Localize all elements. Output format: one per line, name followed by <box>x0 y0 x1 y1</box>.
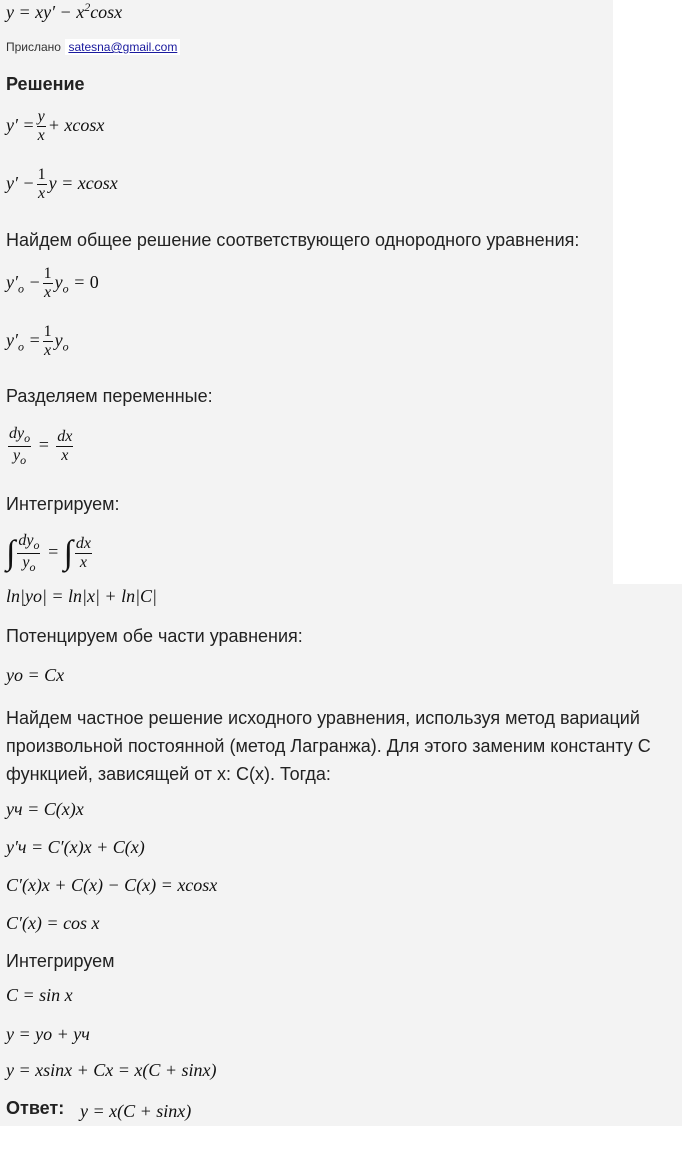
text-integrate: Интегрируем: <box>6 494 120 514</box>
solution-heading: Решение <box>6 74 85 94</box>
sender-email-link[interactable]: satesna@gmail.com <box>65 39 180 55</box>
equation-separated: $\frac{dy_o}{y_o}$ = $\frac{dx}{x}$ <box>9 425 73 468</box>
answer-equation: y = x(C + sinx) <box>80 1101 192 1121</box>
equation-c: C = sin x <box>6 985 73 1005</box>
equation-integral: ∫ $\frac{dy_o}{y_o}$ = ∫ $\frac{dx}{x}$ <box>6 532 92 575</box>
equation-general: y = yo + yч <box>6 1024 90 1044</box>
equation-linear-form: y′ − $\frac{1}{x}$ y = xcosx <box>6 166 118 203</box>
sender-line <box>6 38 180 56</box>
text-separate: Разделяем переменные: <box>6 386 213 406</box>
equation-c-prime: C′(x) = cos x <box>6 913 100 933</box>
equation-substituted: C′(x)x + C(x) − C(x) = xcosx <box>6 875 218 895</box>
text-particular: Найдем частное решение исходного уравнения, используя метод вариаций произвольной постоянной (метод Лагранжа). Для этого заменим константу C функцией, зависящей от x: C(x). Тогда: <box>6 708 651 784</box>
answer-label: Ответ: <box>6 1098 65 1118</box>
equation-ych: yч = C(x)x <box>6 799 84 819</box>
sender-label: Прислано <box>6 40 61 54</box>
text-integrate-2: Интегрируем <box>6 951 115 971</box>
text-potentiate: Потенцируем обе части уравнения: <box>6 626 303 646</box>
equation-log: ln|yo| = ln|x| + ln|C| <box>6 586 157 606</box>
equation-homogeneous: $y'_o$ − $\frac{1}{x}$ $y_o = 0$ <box>6 265 99 302</box>
equation-homogeneous-solved: $y'_o$ = $\frac{1}{x}$ $y_o$ <box>6 323 69 360</box>
equation-ych-prime: y′ч = C′(x)x + C(x) <box>6 837 145 857</box>
equation-derivative: y′ = $\frac{y}{x}$ + xcosx <box>6 108 105 145</box>
equation-yo: yo = Cx <box>6 665 65 685</box>
text-homogeneous: Найдем общее решение соответствующего однородного уравнения: <box>6 230 580 250</box>
problem-equation: $y = xy' - x^2\cos x$ <box>6 0 123 22</box>
equation-final: y = xsinx + Cx = x(C + sinx) <box>6 1060 217 1080</box>
